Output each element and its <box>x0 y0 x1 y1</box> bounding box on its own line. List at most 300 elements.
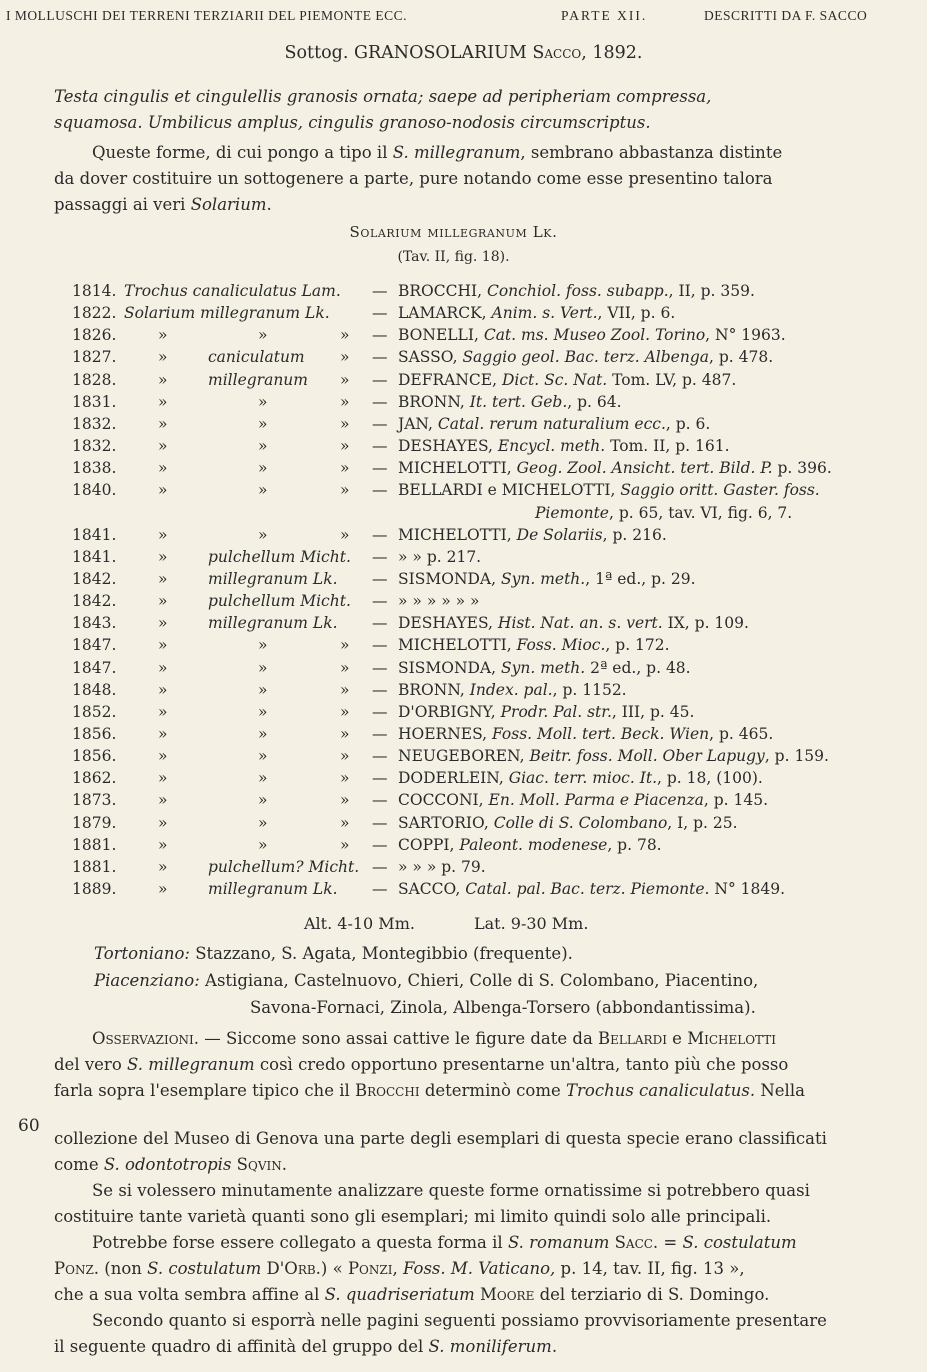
obs-line <box>54 1230 854 1256</box>
ref-author: MICHELOTTI, <box>398 525 517 544</box>
synonymy-year: 1828. <box>72 370 117 389</box>
obs-line: Se si volessero minutamente analizzare queste forme ornatissime si potrebbero quasi <box>92 1181 810 1200</box>
synonymy-species: pulchellum Micht. <box>208 547 351 566</box>
synonymy-dash: — <box>372 370 388 389</box>
synonymy-species: » <box>258 658 268 677</box>
obs-line: collezione del Museo di Genova una parte degli esemplari di questa specie erano classificati <box>54 1129 827 1148</box>
synonymy-species: » <box>258 481 268 500</box>
synonymy-dash: — <box>372 857 388 876</box>
synonymy-genus: Trochus canaliculatus Lam. <box>124 282 341 300</box>
synonymy-species: millegranum <box>208 370 308 389</box>
synonymy-row <box>0 548 927 570</box>
synonymy-species: » <box>258 747 268 766</box>
work-title: Prodr. Pal. str. <box>500 702 612 721</box>
obs-line <box>54 1152 854 1178</box>
synonymy-author: » <box>340 658 350 677</box>
synonymy-author: » <box>340 392 350 411</box>
text: — Siccome sono assai cattive le figure date da <box>199 1029 599 1048</box>
synonymy-genus: » <box>158 392 168 411</box>
synonymy-dash: — <box>372 437 388 456</box>
synonymy-row <box>0 504 927 526</box>
synonymy-year: 1838. <box>72 459 117 478</box>
stage-label: Tortoniano: <box>94 944 190 963</box>
synonymy-genus: » <box>158 725 168 743</box>
work-title: Foss. Mioc. <box>516 636 606 655</box>
subgenus-name: GRANOSOLARIUM <box>353 43 527 63</box>
text: . <box>266 195 272 214</box>
ref-author: » » » » » » <box>398 592 480 611</box>
synonymy-year: 1881. <box>72 857 117 876</box>
species-name: S. quadriseriatum <box>324 1285 475 1304</box>
synonymy-author: » <box>340 702 350 721</box>
text: del terziario di S. Domingo. <box>534 1285 770 1304</box>
synonymy-genus: » <box>158 459 168 478</box>
diagnosis-line: squamosa. Umbilicus amplus, cingulis granoso-nodosis circumscriptus. <box>54 113 651 132</box>
ref-text: , 1ª ed., p. 29. <box>585 569 696 588</box>
synonymy-author: » <box>340 348 350 367</box>
synonymy-species: pulchellum Micht. <box>208 592 351 611</box>
ref-author: » » » p. 79. <box>398 857 486 876</box>
synonymy-row <box>0 659 927 681</box>
work-title: Geog. Zool. Ansicht. tert. Bild. P. <box>516 459 773 478</box>
synonymy-genus: » <box>158 348 168 367</box>
synonymy-dash: — <box>372 658 388 677</box>
synonymy-year: 1862. <box>72 769 117 788</box>
species-name: S. costulatum <box>147 1259 262 1278</box>
synonymy-year: 1840. <box>72 481 117 500</box>
running-head-author: DESCRITTI DA F. SACCO <box>704 8 868 23</box>
synonymy-reference <box>398 703 694 721</box>
work-title: Beitr. foss. Moll. Ober Lapugy <box>529 747 765 766</box>
work-title: Cat. ms. Museo Zool. Torino <box>483 326 706 345</box>
synonymy-row <box>0 326 927 348</box>
synonymy-dash: — <box>372 680 388 699</box>
ref-text: , II, p. 359. <box>668 282 755 300</box>
synonymy-dash: — <box>372 414 388 433</box>
synonymy-species: » <box>258 680 268 699</box>
obs-line <box>54 1078 854 1104</box>
text: (non <box>99 1259 148 1278</box>
ref-author: HOERNES, <box>398 725 493 743</box>
work-title: En. Moll. Parma e Piacenza <box>488 791 704 810</box>
synonymy-genus: » <box>158 769 168 788</box>
text: Nella <box>755 1081 805 1100</box>
author: Michelotti <box>687 1029 777 1048</box>
synonymy-reference <box>398 481 820 499</box>
synonymy-reference <box>398 326 786 344</box>
work-title: De Solariis <box>516 525 603 544</box>
ref-text: , p. 1152. <box>552 680 627 699</box>
obs-line <box>54 1026 854 1052</box>
synonymy-author: » <box>340 481 350 500</box>
text: come <box>54 1155 104 1174</box>
synonymy-row <box>0 481 927 503</box>
ref-text: Tom. LV, p. 487. <box>607 370 737 389</box>
species-name: Trochus canaliculatus. <box>566 1081 756 1100</box>
synonymy-genus: » <box>158 680 168 699</box>
synonymy-year: 1822. <box>72 304 117 323</box>
obs-line <box>54 1282 854 1308</box>
ref-text: , p. 465. <box>709 725 774 743</box>
work-title: Index. pal. <box>469 680 553 699</box>
ref-text: , N° 1963. <box>705 326 786 345</box>
synonymy-row <box>0 814 927 836</box>
ref-author: DEFRANCE, <box>398 370 502 389</box>
dimension-alt: Alt. 4-10 Mm. <box>304 914 415 933</box>
synonymy-reference <box>398 592 480 610</box>
text: determinò come <box>419 1081 566 1100</box>
synonymy-year: 1814. <box>72 282 117 300</box>
synonymy-year: 1826. <box>72 326 117 345</box>
species-name: S. millegranum <box>127 1055 255 1074</box>
synonymy-year: 1873. <box>72 791 117 810</box>
ref-text: p. 396. <box>772 459 832 478</box>
synonymy-author: » <box>340 813 350 832</box>
text: , <box>392 1259 403 1278</box>
synonymy-dash: — <box>372 481 388 500</box>
ref-author: BONELLI, <box>398 326 484 345</box>
ref-text: , III, p. 45. <box>611 702 695 721</box>
synonymy-row <box>0 836 927 858</box>
species-name: S. millegranum <box>392 143 521 162</box>
synonymy-year: 1847. <box>72 658 117 677</box>
subgenus-heading <box>0 43 927 63</box>
synonymy-row <box>0 282 927 304</box>
synonymy-year: 1881. <box>72 835 117 854</box>
ref-author: SARTORIO, <box>398 813 494 832</box>
page-number: 60 <box>18 1116 40 1136</box>
work-title: Hist. Nat. an. s. vert. <box>497 614 663 633</box>
author: Sqvin. <box>231 1155 287 1174</box>
synonymy-row <box>0 791 927 813</box>
text: Potrebbe forse essere collegato a questa forma il <box>92 1233 508 1252</box>
synonymy-species: » <box>258 326 268 345</box>
author: Ponzi <box>347 1259 393 1278</box>
ref-author: BRONN, <box>398 680 470 699</box>
synonymy-genus: » <box>158 702 168 721</box>
locality-text: Stazzano, S. Agata, Montegibbio (frequente). <box>189 944 573 963</box>
synonymy-reference <box>398 348 773 366</box>
text: . <box>551 1337 558 1356</box>
synonymy-dash: — <box>372 769 388 788</box>
text: e <box>666 1029 688 1048</box>
synonymy-author: » <box>340 680 350 699</box>
synonymy-genus: » <box>158 813 168 832</box>
synonymy-row <box>0 858 927 880</box>
ref-author: BELLARDI e MICHELOTTI, <box>398 481 621 500</box>
synonymy-author: » <box>340 326 350 345</box>
synonymy-dash: — <box>372 569 388 588</box>
ref-author: » » p. 217. <box>398 547 482 566</box>
synonymy-species: » <box>258 791 268 810</box>
synonymy-year: 1842. <box>72 569 117 588</box>
subgenus-prefix: Sottog. <box>284 43 349 63</box>
synonymy-genus: » <box>158 414 168 433</box>
species-name: S. romanum <box>507 1233 610 1252</box>
ref-text: , p. 145. <box>703 791 769 810</box>
synonymy-genus: » <box>158 835 168 854</box>
synonymy-reference <box>398 636 670 654</box>
synonymy-row <box>0 592 927 614</box>
synonymy-species: pulchellum? Micht. <box>208 857 360 876</box>
text: = <box>658 1233 683 1252</box>
synonymy-reference <box>398 393 622 411</box>
synonymy-dash: — <box>372 636 388 655</box>
synonymy-reference <box>398 836 662 854</box>
synonymy-species: » <box>258 392 268 411</box>
synonymy-species: » <box>258 725 268 743</box>
subgenus-author: Sacco <box>532 43 582 63</box>
ref-text: , p. 78. <box>607 835 662 854</box>
synonymy-reference <box>398 880 785 898</box>
synonymy-row <box>0 636 927 658</box>
ref-text: , p. 172. <box>605 636 670 655</box>
author: Bellardi <box>598 1029 667 1048</box>
synonymy-species: millegranum Lk. <box>208 880 338 899</box>
synonymy-reference <box>398 371 736 389</box>
text: ) « <box>320 1259 348 1278</box>
work-title: Dict. Sc. Nat. <box>501 370 608 389</box>
synonymy-row <box>0 747 927 769</box>
synonymy-year: 1832. <box>72 414 117 433</box>
synonymy-year: 1848. <box>72 680 117 699</box>
diagnosis-line: Testa cingulis et cingulellis granosis ornata; saepe ad peripheriam compressa, <box>54 87 712 106</box>
work-title: Syn. meth. <box>500 569 586 588</box>
ref-text: , p. 159. <box>764 747 829 766</box>
obs-line: costituire tante varietà quanti sono gli esemplari; mi limito quindi solo alle principali. <box>54 1207 772 1226</box>
work-title: Foss. M. Vaticano, <box>402 1259 556 1278</box>
ref-author: NEUGEBOREN, <box>398 747 530 766</box>
synonymy-genus: » <box>158 481 168 500</box>
synonymy-dash: — <box>372 880 388 899</box>
synonymy-year: 1841. <box>72 547 117 566</box>
text: , sembrano abbastanza distinte <box>520 143 783 162</box>
synonymy-row <box>0 304 927 326</box>
synonymy-author: » <box>340 835 350 854</box>
ref-author: D'ORBIGNY, <box>398 702 501 721</box>
synonymy-reference <box>398 725 773 743</box>
synonymy-genus: » <box>158 370 168 389</box>
ref-author: DESHAYES, <box>398 437 498 456</box>
synonymy-reference <box>398 791 768 809</box>
synonymy-author: » <box>340 769 350 788</box>
obs-line <box>54 1256 854 1282</box>
synonymy-species: » <box>258 702 268 721</box>
ref-author: MICHELOTTI, <box>398 459 517 478</box>
synonymy-dash: — <box>372 282 388 300</box>
ref-author: LAMARCK, <box>398 304 492 323</box>
locality-piacenziano-cont: Savona-Fornaci, Zinola, Albenga-Torsero (abbondantissima). <box>250 998 756 1017</box>
synonymy-author: » <box>340 459 350 478</box>
ref-text: , p. 216. <box>602 525 667 544</box>
dimension-lat: Lat. 9-30 Mm. <box>474 914 589 933</box>
work-title: Foss. Moll. tert. Beck. Wien <box>492 725 710 743</box>
synonymy-dash: — <box>372 525 388 544</box>
synonymy-row <box>0 570 927 592</box>
text: farla sopra l'esemplare tipico che il <box>54 1081 355 1100</box>
synonymy-dash: — <box>372 835 388 854</box>
running-head-part: PARTE XII. <box>561 8 648 23</box>
synonymy-year: 1856. <box>72 747 117 766</box>
synonymy-genus: » <box>158 658 168 677</box>
text: del vero <box>54 1055 128 1074</box>
synonymy-reference <box>398 570 696 588</box>
text: che a sua volta sembra affine al <box>54 1285 325 1304</box>
synonymy-row <box>0 880 927 902</box>
synonymy-reference <box>398 282 755 300</box>
synonymy-reference <box>398 769 763 787</box>
synonymy-dash: — <box>372 304 388 323</box>
work-title: Encycl. meth. <box>497 437 606 456</box>
text: così credo opportuno presentarne un'altra, tanto più che posso <box>254 1055 789 1074</box>
synonymy-year: 1879. <box>72 813 117 832</box>
plate-reference: (Tav. II, fig. 18). <box>397 249 510 265</box>
author: Brocchi <box>355 1081 420 1100</box>
synonymy-species: » <box>258 769 268 788</box>
work-title: Catal. pal. Bac. terz. Piemonte. <box>465 880 710 899</box>
synonymy-dash: — <box>372 592 388 611</box>
author: Ponz. <box>54 1259 100 1278</box>
locality-piacenziano <box>94 968 854 994</box>
ref-author: SISMONDA, <box>398 569 501 588</box>
synonymy-genus: » <box>158 569 168 588</box>
species-title: Solarium millegranum Lk. <box>349 223 558 241</box>
synonymy-dash: — <box>372 747 388 766</box>
synonymy-genus: » <box>158 592 168 611</box>
work-title: Catal. rerum naturalium ecc. <box>437 414 666 433</box>
diagnosis <box>54 84 854 136</box>
ref-author: SISMONDA, <box>398 658 501 677</box>
intro-paragraph <box>54 140 854 218</box>
synonymy-genus: » <box>158 747 168 766</box>
ref-text: , p. 64. <box>567 392 622 411</box>
ref-author: COPPI, <box>398 835 460 854</box>
synonymy-species: » <box>258 459 268 478</box>
synonymy-species: » <box>258 525 268 544</box>
ref-author: DODERLEIN, <box>398 769 509 788</box>
intro-line: da dover costituire un sottogenere a parte, pure notando come esse presentino talora <box>54 169 773 188</box>
synonymy-species: millegranum Lk. <box>208 614 338 633</box>
work-title: Anim. s. Vert. <box>491 304 598 323</box>
ref-text: , I, p. 25. <box>667 813 738 832</box>
author: Moore <box>474 1285 535 1304</box>
synonymy-genus: » <box>158 791 168 810</box>
obs-line: Secondo quanto si esporrà nelle pagini seguenti possiamo provvisoriamente presentare <box>92 1311 827 1330</box>
text: Queste forme, di cui pongo a tipo il <box>92 143 393 162</box>
synonymy-reference <box>398 415 710 433</box>
obs-line <box>54 1052 854 1078</box>
synonymy-species: » <box>258 636 268 655</box>
synonymy-dash: — <box>372 725 388 743</box>
synonymy-year: 1889. <box>72 880 117 899</box>
synonymy-genus: Solarium millegranum Lk. <box>124 304 330 323</box>
work-title: Saggio geol. Bac. terz. Albenga <box>462 348 709 367</box>
synonymy-author: » <box>340 437 350 456</box>
synonymy-author: » <box>340 725 350 743</box>
ref-author: BRONN, <box>398 392 470 411</box>
synonymy-genus: » <box>158 857 168 876</box>
synonymy-dash: — <box>372 614 388 633</box>
synonymy-row <box>0 681 927 703</box>
synonymy-species: » <box>258 437 268 456</box>
synonymy-dash: — <box>372 326 388 345</box>
synonymy-row <box>0 725 927 747</box>
ref-text: , p. 478. <box>708 348 774 367</box>
ref-text: IX, p. 109. <box>662 614 749 633</box>
obs-line <box>54 1334 854 1360</box>
synonymy-author: » <box>340 636 350 655</box>
ref-text: , p. 6. <box>665 414 711 433</box>
synonymy-dash: — <box>372 459 388 478</box>
synonymy-dash: — <box>372 392 388 411</box>
work-title: Conchiol. foss. subapp. <box>486 282 669 300</box>
ref-author: BROCCHI, <box>398 282 487 300</box>
ref-text: , p. 65, tav. VI, fig. 6, 7. <box>608 503 793 522</box>
synonymy-dash: — <box>372 702 388 721</box>
synonymy-genus: » <box>158 437 168 456</box>
work-title: Saggio oritt. Gaster. foss. <box>620 481 820 500</box>
synonymy-dash: — <box>372 348 388 367</box>
author: Sacc. <box>609 1233 659 1252</box>
stage-label: Piacenziano: <box>94 971 200 990</box>
synonymy-row <box>0 437 927 459</box>
synonymy-genus: » <box>158 636 168 655</box>
synonymy-author: » <box>340 791 350 810</box>
work-title: Colle di S. Colombano <box>493 813 668 832</box>
work-title: Paleont. modenese <box>459 835 608 854</box>
observations <box>54 1026 854 1104</box>
synonymy-reference <box>398 614 749 632</box>
synonymy-genus: » <box>158 525 168 544</box>
ref-author: DESHAYES, <box>398 614 498 633</box>
synonymy-dash: — <box>372 547 388 566</box>
ref-text: 2ª ed., p. 48. <box>585 658 691 677</box>
synonymy-author: » <box>340 414 350 433</box>
work-title: It. tert. Geb. <box>469 392 568 411</box>
synonymy-row <box>0 769 927 791</box>
synonymy-year: 1827. <box>72 348 117 367</box>
synonymy-row <box>0 371 927 393</box>
synonymy-species: » <box>258 813 268 832</box>
work-title: Giac. terr. mioc. It. <box>508 769 657 788</box>
synonymy-dash: — <box>372 791 388 810</box>
ref-text: Tom. II, p. 161. <box>605 437 730 456</box>
text: p. 14, tav. II, fig. 13 », <box>555 1259 745 1278</box>
running-head-title: I MOLLUSCHI DEI TERRENI TERZIARII DEL PIEMONTE ECC. <box>6 8 407 23</box>
synonymy-reference <box>535 504 792 522</box>
genus-name: Solarium <box>190 195 267 214</box>
synonymy-species: millegranum Lk. <box>208 569 338 588</box>
text: il seguente quadro di affinità del gruppo del <box>54 1337 429 1356</box>
synonymy-row <box>0 459 927 481</box>
synonymy-reference <box>398 747 829 765</box>
species-name: S. costulatum <box>682 1233 797 1252</box>
synonymy-genus: » <box>158 326 168 345</box>
species-name: S. moniliferum <box>428 1337 552 1356</box>
synonymy-reference <box>398 659 691 677</box>
ref-text: , p. 18, (100). <box>657 769 763 788</box>
synonymy-genus: » <box>158 547 168 566</box>
synonymy-year: 1832. <box>72 437 117 456</box>
synonymy-year: 1842. <box>72 592 117 611</box>
synonymy-author: » <box>340 747 350 766</box>
work-title: Piemonte <box>535 503 609 522</box>
locality-text: Astigiana, Castelnuovo, Chieri, Colle di S. Colombano, Piacentino, <box>199 971 759 990</box>
ref-text: N° 1849. <box>709 880 785 899</box>
synonymy-row <box>0 526 927 548</box>
synonymy-author: » <box>340 370 350 389</box>
text: passaggi ai veri <box>54 195 191 214</box>
